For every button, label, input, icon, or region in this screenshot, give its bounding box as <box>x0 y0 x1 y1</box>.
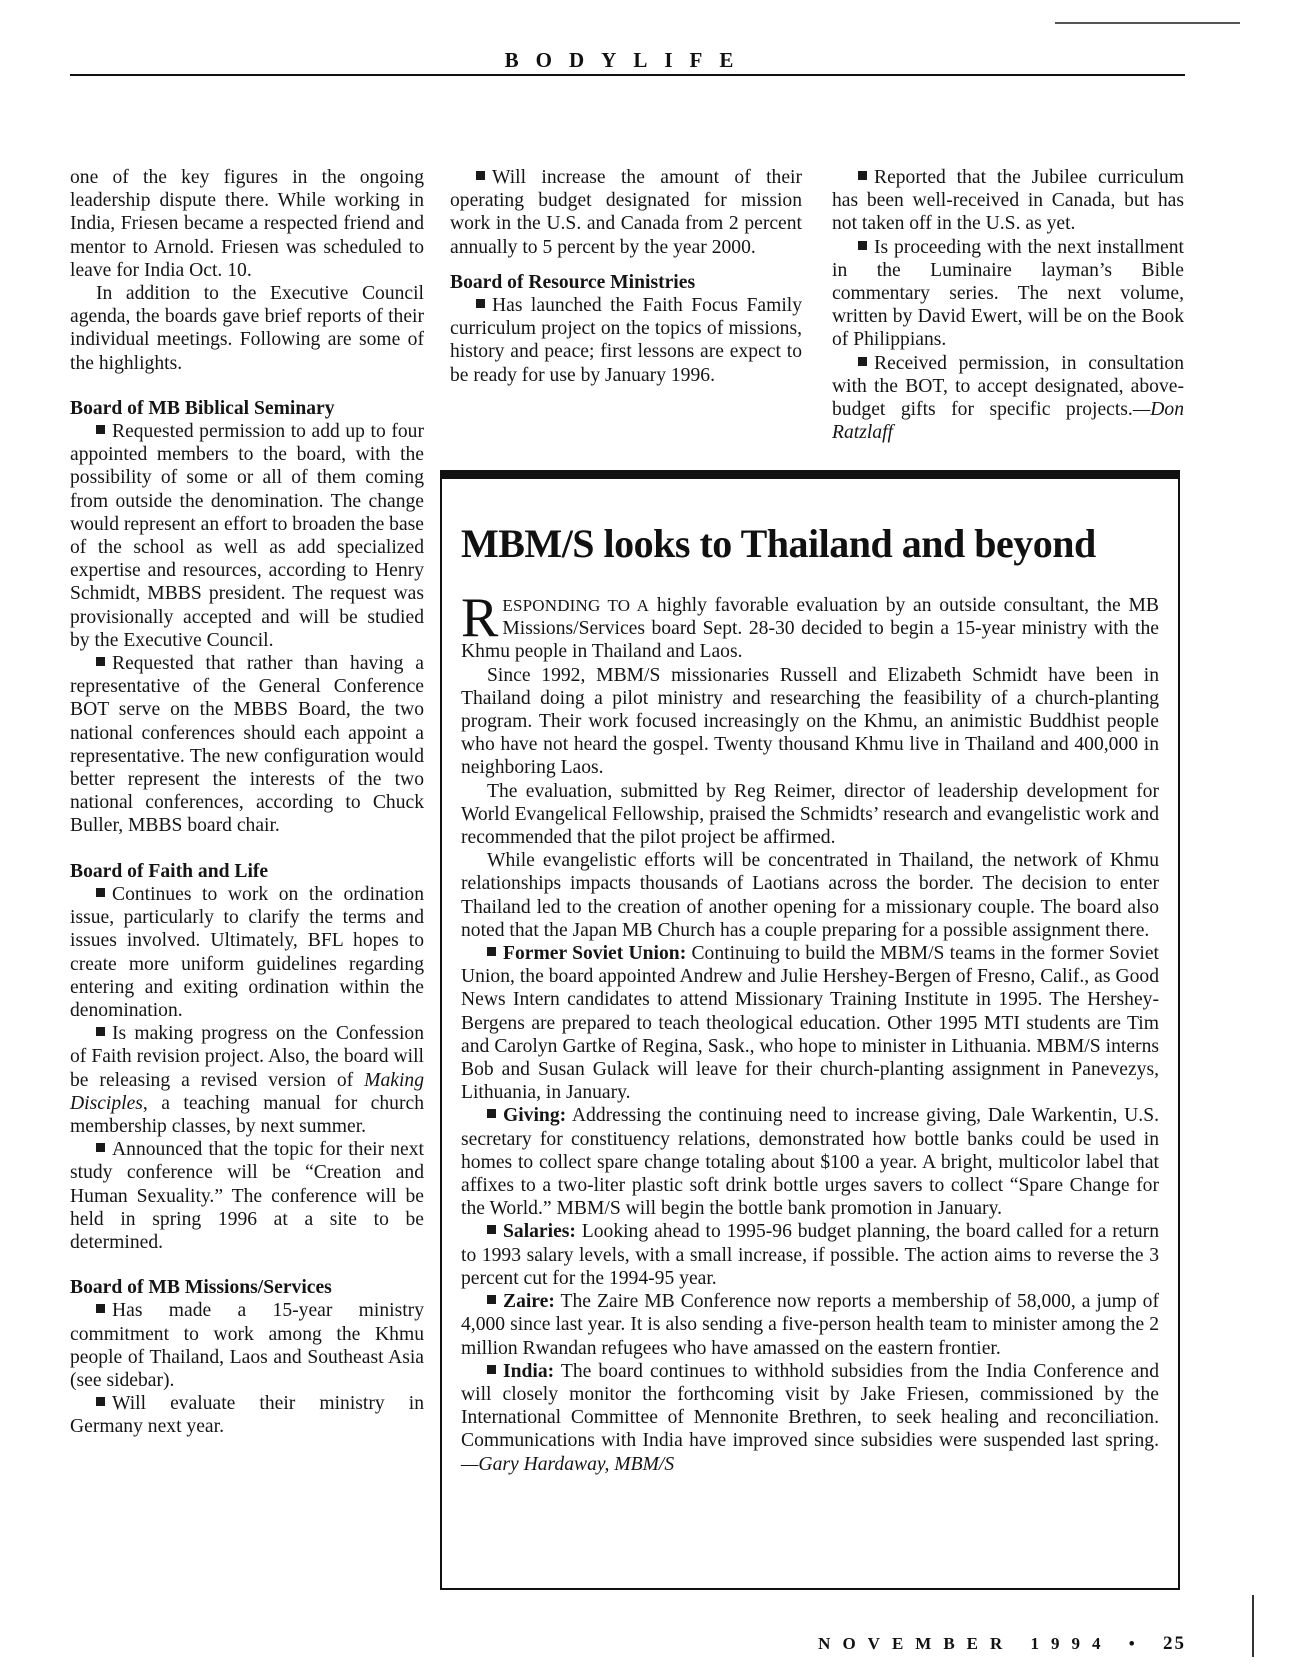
page-edge-line <box>1252 1595 1254 1657</box>
square-bullet-icon <box>96 1143 105 1152</box>
board-heading: Board of Faith and Life <box>70 860 269 882</box>
square-bullet-icon <box>96 425 105 434</box>
paragraph: one of the key figures in the ongoing leadership dispute there. While working in India, Friesen became a respected friend and mentor to Arnold. Friesen was scheduled to leave for India Oct. 10. <box>70 167 424 281</box>
square-bullet-icon <box>476 299 485 308</box>
bullet-item: Giving: Addressing the continuing need to increase giving, Dale Warkentin, U.S. secretary for constituency relations, demonstrated how bottle banks could be used in homes to collect spare change totaling about $100 a year. A bright, multicolor label that affixes to a two-liter plastic soft drink bottle urges savers to collect “Spare Change for the World.” MBM/S will begin the bottle bank promotion in January. <box>461 1105 1159 1220</box>
bullet-item: Is proceeding with the next installment in the Luminaire layman’s Bible commentary series. The next volume, written by David Ewert, will be on the Book of Philippians. <box>832 236 1184 351</box>
topic-label: Salaries: <box>503 1221 576 1243</box>
board-heading: Board of MB Missions/Services <box>70 1277 332 1299</box>
board-heading: Board of MB Biblical Seminary <box>70 397 335 419</box>
issue-date: NOVEMBER 1994 <box>818 1634 1113 1653</box>
paragraph: Since 1992, MBM/S missionaries Russell and Elizabeth Schmidt have been in Thailand doing a pilot ministry and researching the feasibility of a church-planting program. Their work focused increasingly on the Khmu, an animistic Buddhist people who have not heard the gospel. Twenty thousand Khmu live in Thailand and 400,000 in neighboring Laos. <box>461 664 1159 779</box>
sidebar-body <box>461 587 1159 1476</box>
lead-small-caps: ESPONDING TO A <box>502 596 650 615</box>
square-bullet-icon <box>476 171 485 180</box>
square-bullet-icon <box>96 888 105 897</box>
square-bullet-icon <box>858 171 867 180</box>
board-heading: Board of Resource Ministries <box>450 271 696 293</box>
square-bullet-icon <box>96 1397 105 1406</box>
square-bullet-icon <box>96 1027 105 1036</box>
section-masthead: BODYLIFE <box>504 48 751 72</box>
square-bullet-icon <box>487 1109 496 1118</box>
drop-cap: R <box>461 587 499 649</box>
article-column-3 <box>832 166 1184 444</box>
bullet-item: Will increase the amount of their operating budget designated for mission work in the U.S. and Canada from 2 percent annually to 5 percent by the year 2000. <box>450 167 802 258</box>
sidebar-box <box>440 470 1180 1590</box>
footer-separator: • <box>1128 1634 1147 1653</box>
lead-paragraph: RESPONDING TO A highly favorable evaluation by an outside consultant, the MB Missions/Services board Sept. 28-30 decided to begin a 15-year ministry with the Khmu people in Thailand and Laos. <box>461 587 1159 663</box>
bullet-item: Requested that rather than having a representative of the General Conference BOT serve on the MBBS Board, the two national conferences should each appoint a representative. The new configuration would better represent the interests of the two national conferences, according to Chuck Buller, MBBS board chair. <box>70 653 424 837</box>
sidebar-title: MBM/S looks to Thailand and beyond <box>461 521 1096 566</box>
paragraph: While evangelistic efforts will be concentrated in Thailand, the network of Khmu relationships impacts thousands of Laotians across the border. The decision to enter Thailand led to the creation of another opening for a missionary couple. The board also noted that the Japan MB Church has a couple preparing for a possible assignment there. <box>461 850 1159 941</box>
bullet-item: Will evaluate their ministry in Germany next year. <box>70 1393 424 1438</box>
bullet-item: Continues to work on the ordination issue, particularly to clarify the terms and issues involved. Ultimately, BFL hopes to create more uniform guidelines regarding entering and exiting ordination within the denomination. <box>70 883 424 1021</box>
bullet-item: Zaire: The Zaire MB Conference now reports a membership of 58,000, a jump of 4,000 since last year. It is also sending a five-person health team to minister among the 2 million Rwandan refugees who have amassed on the eastern frontier. <box>461 1291 1159 1359</box>
page-footer <box>818 1633 1186 1655</box>
bullet-item: India: The board continues to withhold subsidies from the India Conference and will closely monitor the forthcoming visit by Jake Friesen, commissioned by the International Committee of Mennonite Brethren, to seek healing and reconciliation. Communications with India have improved since subsidies were suspended last spring.—Gary Hardaway, MBM/S <box>461 1360 1159 1475</box>
book-title: Making Disciples <box>70 1069 424 1114</box>
topic-label: India: <box>503 1360 555 1382</box>
byline: —Gary Hardaway, MBM/S <box>461 1453 675 1475</box>
square-bullet-icon <box>858 357 867 366</box>
bullet-item: Is making progress on the Confession of Faith revision project. Also, the board will be releasing a revised version of Making Disciples, a teaching manual for church membership classes, by next summer. <box>70 1023 424 1137</box>
bullet-item: Has made a 15-year ministry commitment to work among the Khmu people of Thailand, Laos and Southeast Asia (see sidebar). <box>70 1300 424 1391</box>
page-number: 25 <box>1163 1633 1186 1654</box>
paragraph: In addition to the Executive Council agenda, the boards gave brief reports of their individual meetings. Following are some of the highlights. <box>70 283 424 374</box>
square-bullet-icon <box>96 1304 105 1313</box>
topic-label: Former Soviet Union: <box>503 943 687 965</box>
bullet-item: Announced that the topic for their next study conference will be “Creation and Human Sexuality.” The conference will be held in spring 1996 at a site to be determined. <box>70 1139 424 1253</box>
paragraph: The evaluation, submitted by Reg Reimer, director of leadership development for World Evangelical Fellowship, praised the Schmidts’ research and evangelistic work and recommended that the pilot project be affirmed. <box>461 780 1159 849</box>
masthead-rule <box>70 74 1185 76</box>
square-bullet-icon <box>487 1295 496 1304</box>
bullet-item: Received permission, in consultation with the BOT, to accept designated, above-budget gifts for specific projects.—Don Ratzlaff <box>832 352 1184 444</box>
article-column-1 <box>70 166 424 1439</box>
topic-label: Giving: <box>503 1105 567 1127</box>
bullet-item: Has launched the Faith Focus Family curriculum project on the topics of missions, history and peace; first lessons are expect to be ready for use by January 1996. <box>450 295 802 386</box>
square-bullet-icon <box>487 947 496 956</box>
top-right-rule <box>1055 22 1240 24</box>
bullet-item: Requested permission to add up to four appointed members to the board, with the possibility of some or all of them coming from outside the denomination. The change would represent an effort to broaden the base of the school as well as add specialized expertise and resources, according to Henry Schmidt, MBBS president. The request was provisionally accepted and will be studied by the Executive Council. <box>70 421 424 651</box>
square-bullet-icon <box>858 241 867 250</box>
bullet-item: Former Soviet Union: Continuing to build the MBM/S teams in the former Soviet Union, the board appointed Andrew and Julie Hershey-Bergen of Fresno, Calif., as Good News Intern candidates to attend Missionary Training Institute in 1995. The Hershey-Bergens are prepared to teach theological education. Other 1995 MTI students are Tim and Carolyn Gartke of Regina, Sask., who hope to minister in Lithuania. MBM/S interns Bob and Susan Gulack will leave for their church-planting assignment in Panevezys, Lithuania, in January. <box>461 943 1159 1104</box>
byline: —Don Ratzlaff <box>832 399 1184 444</box>
square-bullet-icon <box>487 1225 496 1234</box>
bullet-item: Reported that the Jubilee curriculum has been well-received in Canada, but has not taken off in the U.S. as yet. <box>832 167 1184 235</box>
topic-label: Zaire: <box>503 1291 555 1313</box>
article-column-2 <box>450 166 802 387</box>
square-bullet-icon <box>487 1365 496 1374</box>
bullet-item: Salaries: Looking ahead to 1995-96 budget planning, the board called for a return to 1993 salary levels, with a small increase, if possible. The action aims to reverse the 3 percent cut for the 1994-95 year. <box>461 1221 1159 1289</box>
square-bullet-icon <box>96 657 105 666</box>
